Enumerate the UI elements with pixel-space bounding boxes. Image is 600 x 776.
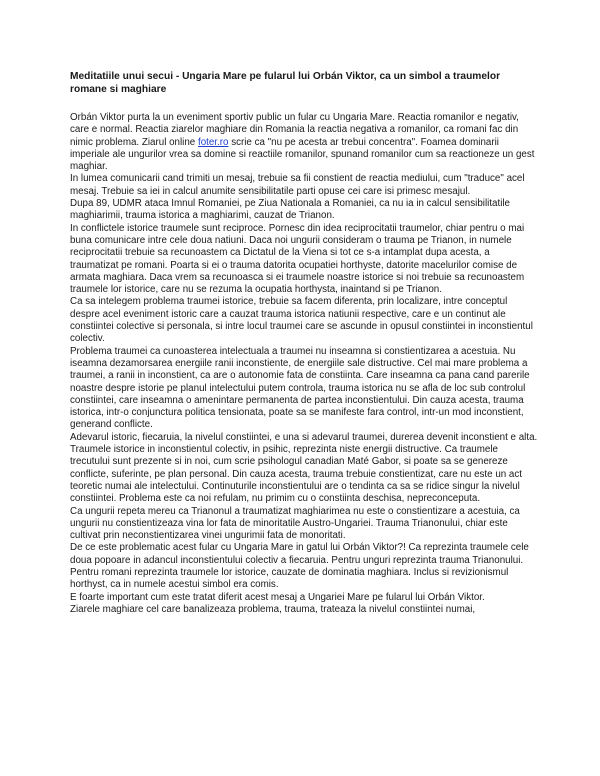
paragraph-8: Ca ungurii repeta mereu ca Trianonul a traumatizat maghiarimea nu este o constientizare a acestuia, ca ungurii nu constientizeaza vina lor fata de minoritatile Austro-Ungariei. Trauma Trianonului, chiar este cultivat prin neconstientizarea vinei ungurimii fata de monoritati.: [70, 505, 520, 542]
paragraph-4: In conflictele istorice traumele sunt reciproce. Pornesc din idea reciprocitatii traumelor, chiar pentru o mai buna comunicare intre cele doua natiuni. Daca noi ungurii consideram o trauma pe Trianon, in numele reciprocitatii trebuie sa recunoastem ca Dictatul de la Viena si tot ce s-a intamplat dupa acesta, a traumatizat pe romani. Poarta si ei o trauma datorita ocupatiei horthyste, datorite macelurilor comise de armata maghiara. Daca vrem sa recunoasca si ei traumele noastre istorice si noi trebuie sa recunoastem traumele lor istorice, care nu se rezuma la ocupatia horthysta, inaintand si pe Trianon.: [70, 222, 525, 296]
article-body: [70, 112, 538, 616]
paragraph-1-text-b: scrie ca "nu pe acesta ar trebui concentra". Foamea dominarii imperiale ale ungurilor vrea sa domine si reactiile romanilor, spunand romanilor cum sa reactioneze un gest maghiar.: [70, 136, 535, 173]
paragraph-3: Dupa 89, UDMR ataca Imnul Romaniei, pe Ziua Nationala a Romaniei, ca nu ia in calcul sensibilitatile maghiarimii, trauma istorica a maghiarimi, cauzat de Trianon.: [70, 198, 510, 222]
paragraph-10: E foarte important cum este tratat diferit acest mesaj a Ungariei Mare pe fularul lui Orbán Viktor.: [70, 591, 485, 603]
paragraph-5: Ca sa intelegem problema traumei istorice, trebuie sa facem diferenta, prin localizare, intre conceptul desprе acel eveniment istoric care a cauzat trauma istorica natiunii respective, care e un continut ale constiintei colective si personala, si intre locul traumei care se ascunde in opusul constiintei in inconstientul colectiv.: [70, 296, 533, 345]
foter-link[interactable]: foter.ro: [197, 136, 229, 148]
paragraph-6: Problema traumei ca cunoasterea intelectuala a traumei nu inseamna si constientizarea a acestuia. Nu iseamna dezamorsarea energiile ranii inconstiente, de energiile sale distructive. Cel mai mare problema a traumei, a ranii in inconstient, ca are o autonomie fata de constiinta. Care inseamna ca pana cand parerile noastre despre istorie pe planul intelectului putem controla, trauma istorica nu se afla de loc sub controlul constiintei, care inseamna o amenintare permanenta de partea inconstientului. Din cauza acesta, trauma istorica, intr-o conjunctura politica tensionata, poate sa se manifeste fara control, intr-un mod inconstient, generand conflicte.: [70, 345, 530, 431]
paragraph-11: Ziarele maghiare cel care banalizeaza problema, trauma, trateaza la nivelul constiintei numai,: [70, 603, 476, 615]
paragraph-7: Adevarul istoric, fiecaruia, la nivelul constiintei, e una si adevarul traumei, durerea devenit inconstient e alta. Traumele istorice in inconstientul colectiv, in psihic, reprezinta niste energii distructive. Ca traumele trecutului sunt prezente si in noi, cum scrie psihologul canadian Maté Gabor, si poate sa se genereze conflicte, suferinte, pe plan personal. Din cauza acesta, trauma trebuie constientizat, care nu este un act teoretic numai ale intelectului. Continuturile inconstientului are o tendinta ca sa se ridice singur la nivelul constiintei. Problema este ca noi refulam, nu primim cu o constiinta deschisa, nepreconceputa.: [70, 431, 538, 505]
paragraph-2: In lumea comunicarii cand trimiti un mesaj, trebuie sa fii constient de reactia mediului, cum "traduce" acel mesaj. Trebuie sa iei in calcul anumite sensibilitatile parti opuse cei care isi primesc mesajul.: [70, 173, 525, 197]
article-title: Meditatiile unui secui - Ungaria Mare pe fularul lui Orbán Viktor, ca un simbol a traumelor romane si maghiare: [70, 71, 501, 95]
paragraph-1: [70, 112, 538, 173]
paragraph-1-text-a: Orbán Viktor purta la un eveniment sportiv public un fular cu Ungaria Mare. Reactia romanilor e negativ, care e normal. Reactia ziarelor maghiare din Romania la reactia negativa a romanilor, ca romani fac din nimic problema. Ziarul online: [70, 112, 519, 148]
paragraph-9: De ce este problematic acest fular cu Ungaria Mare in gatul lui Orbán Viktor?! Ca reprezinta traumele cele doua popoare in adancul inconstientului colectiv a fiecaruia. Pentru unguri reprezinta trauma Trianonului. Pentru romani reprezinta traumele lor istorice, cauzate de dominatia maghiara. Inclus si revizionismul horthyst, ca in numele acestui simbol era comis.: [70, 542, 529, 591]
